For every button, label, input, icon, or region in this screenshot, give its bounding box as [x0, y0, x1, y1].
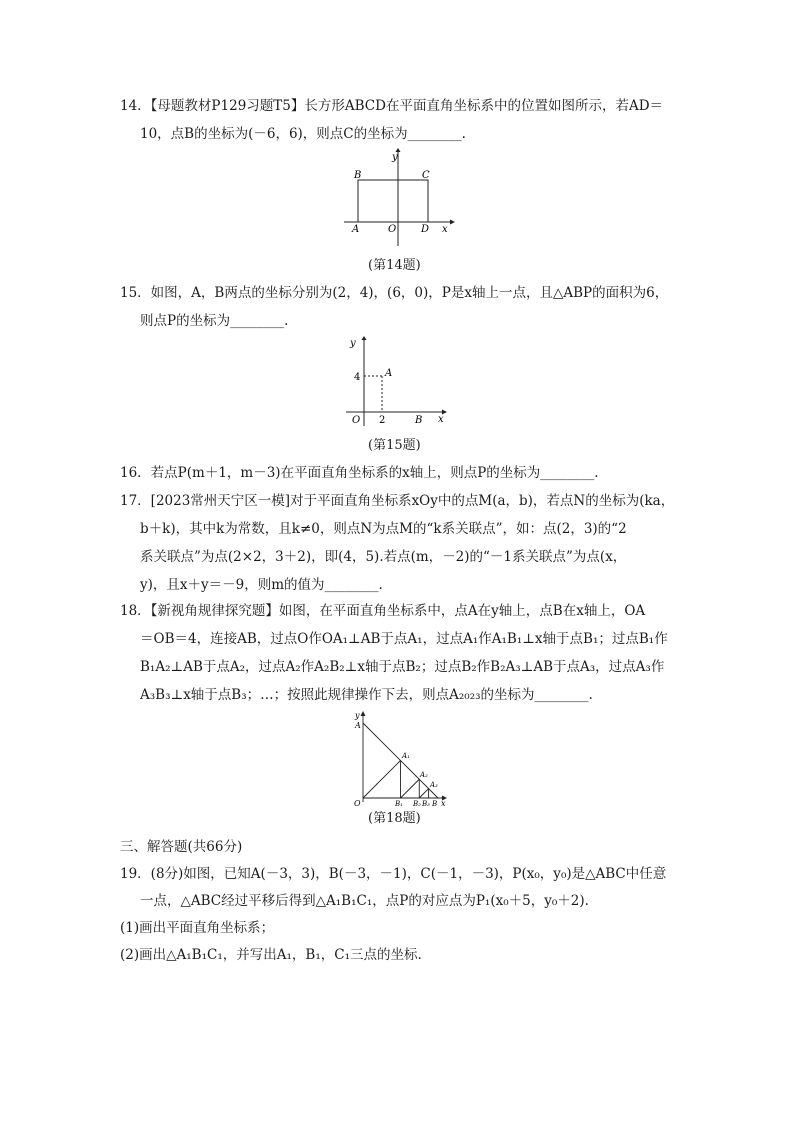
- q18-line-3: B₁A₂⊥AB于点A₂，过点A₂作A₂B₂⊥x轴于点B₂；过点B₂作B₂A₃⊥AB于点A₃，过点A₃作: [140, 659, 665, 675]
- q15-label-O: O: [352, 415, 361, 426]
- q15-label-y: y: [350, 338, 356, 349]
- q15-line-2: 则点P的坐标为________.: [140, 313, 289, 329]
- q18-figure: [350, 710, 450, 806]
- q19-line-2: 一点，△ABC经过平移后得到△A₁B₁C₁，点P的对应点为P₁(x₀＋5，y₀＋2).: [140, 893, 589, 909]
- q14-label-y: y: [392, 152, 398, 163]
- q15-label-A: A: [385, 368, 393, 379]
- q18-label-x: x: [441, 799, 446, 808]
- q14-label-B: B: [354, 170, 362, 181]
- q14-caption: (第14题): [368, 258, 421, 273]
- q15-label-x: x: [438, 414, 444, 425]
- q17-line-1: 17．[2023常州天宁区一模]对于平面直角坐标系xOy中的点M(a，b)，若点N的坐标为(ka，: [120, 493, 675, 509]
- q18-label-y: y: [355, 711, 360, 720]
- q15-line-1: 15．如图，A，B两点的坐标分别为(2，4)，(6，0)，P是x轴上一点，且△ABP的面积为6，: [120, 285, 669, 301]
- q14-line-1: 14．【母题教材P129习题T5】长方形ABCD在平面直角坐标系中的位置如图所示，若AD＝: [120, 98, 664, 114]
- q19-line-1: 19．(8分)如图，已知A(－3，3)，B(－3，－1)，C(－1，－3)，P(x₀，y₀)是△ABC中任意: [120, 866, 667, 882]
- q15-caption: (第15题): [368, 438, 421, 453]
- q18-label-A: A: [355, 721, 361, 730]
- q18-label-B2: B₂: [413, 800, 421, 808]
- q18-label-A1: A₁: [402, 752, 410, 760]
- q15-label-4: 4: [354, 372, 361, 383]
- q17-line-3: 系关联点”为点(2×2，3＋2)，即(4，5).若点(m，－2)的“－1系关联点”为点(x，: [140, 549, 627, 565]
- q14-label-A: A: [352, 224, 360, 235]
- q19-part-1: (1)画出平面直角坐标系；: [120, 920, 275, 936]
- q15-label-B: B: [415, 415, 423, 426]
- q14-label-D: D: [421, 224, 430, 235]
- q18-label-A3: A₃: [430, 781, 438, 789]
- q18-label-B3: B₃: [422, 800, 430, 808]
- q14-label-C: C: [422, 170, 430, 181]
- q18-line-1: 18．【新视角规律探究题】如图，在平面直角坐标系中，点A在y轴上，点B在x轴上，OA: [120, 603, 646, 619]
- q14-line-2: 10，点B的坐标为(－6，6)，则点C的坐标为________.: [140, 126, 466, 142]
- q17-line-4: y)，且x＋y＝－9，则m的值为________.: [140, 577, 383, 593]
- q18-label-O: O: [354, 799, 361, 808]
- q14-label-x: x: [442, 224, 448, 235]
- q18-line-2: ＝OB＝4，连接AB，过点O作OA₁⊥AB于点A₁，过点A₁作A₁B₁⊥x轴于点B₁；过点B₁作: [140, 631, 668, 647]
- q16-line-1: 16．若点P(m＋1，m－3)在平面直角坐标系的x轴上，则点P的坐标为________.: [120, 465, 599, 481]
- q14-figure: [340, 148, 460, 248]
- q18-label-B: B: [432, 800, 438, 808]
- q19-part-2: (2)画出△A₁B₁C₁，并写出A₁，B₁，C₁三点的坐标.: [120, 947, 422, 963]
- q15-figure: [344, 336, 454, 428]
- q18-label-A2: A₂: [420, 771, 428, 779]
- q18-caption: (第18题): [368, 811, 421, 826]
- q17-line-2: b＋k)，其中k为常数，且k≠0，则点N为点M的“k系关联点”，如：点(2，3)的“2: [140, 521, 627, 537]
- q18-label-B1: B₁: [395, 800, 403, 808]
- q14-label-O: O: [388, 224, 397, 235]
- q18-line-4: A₃B₃⊥x轴于点B₃；…；按照此规律操作下去，则点A₂₀₂₃的坐标为________.: [140, 687, 593, 703]
- q15-label-2: 2: [379, 415, 386, 426]
- section-title: 三、解答题(共66分): [120, 839, 243, 855]
